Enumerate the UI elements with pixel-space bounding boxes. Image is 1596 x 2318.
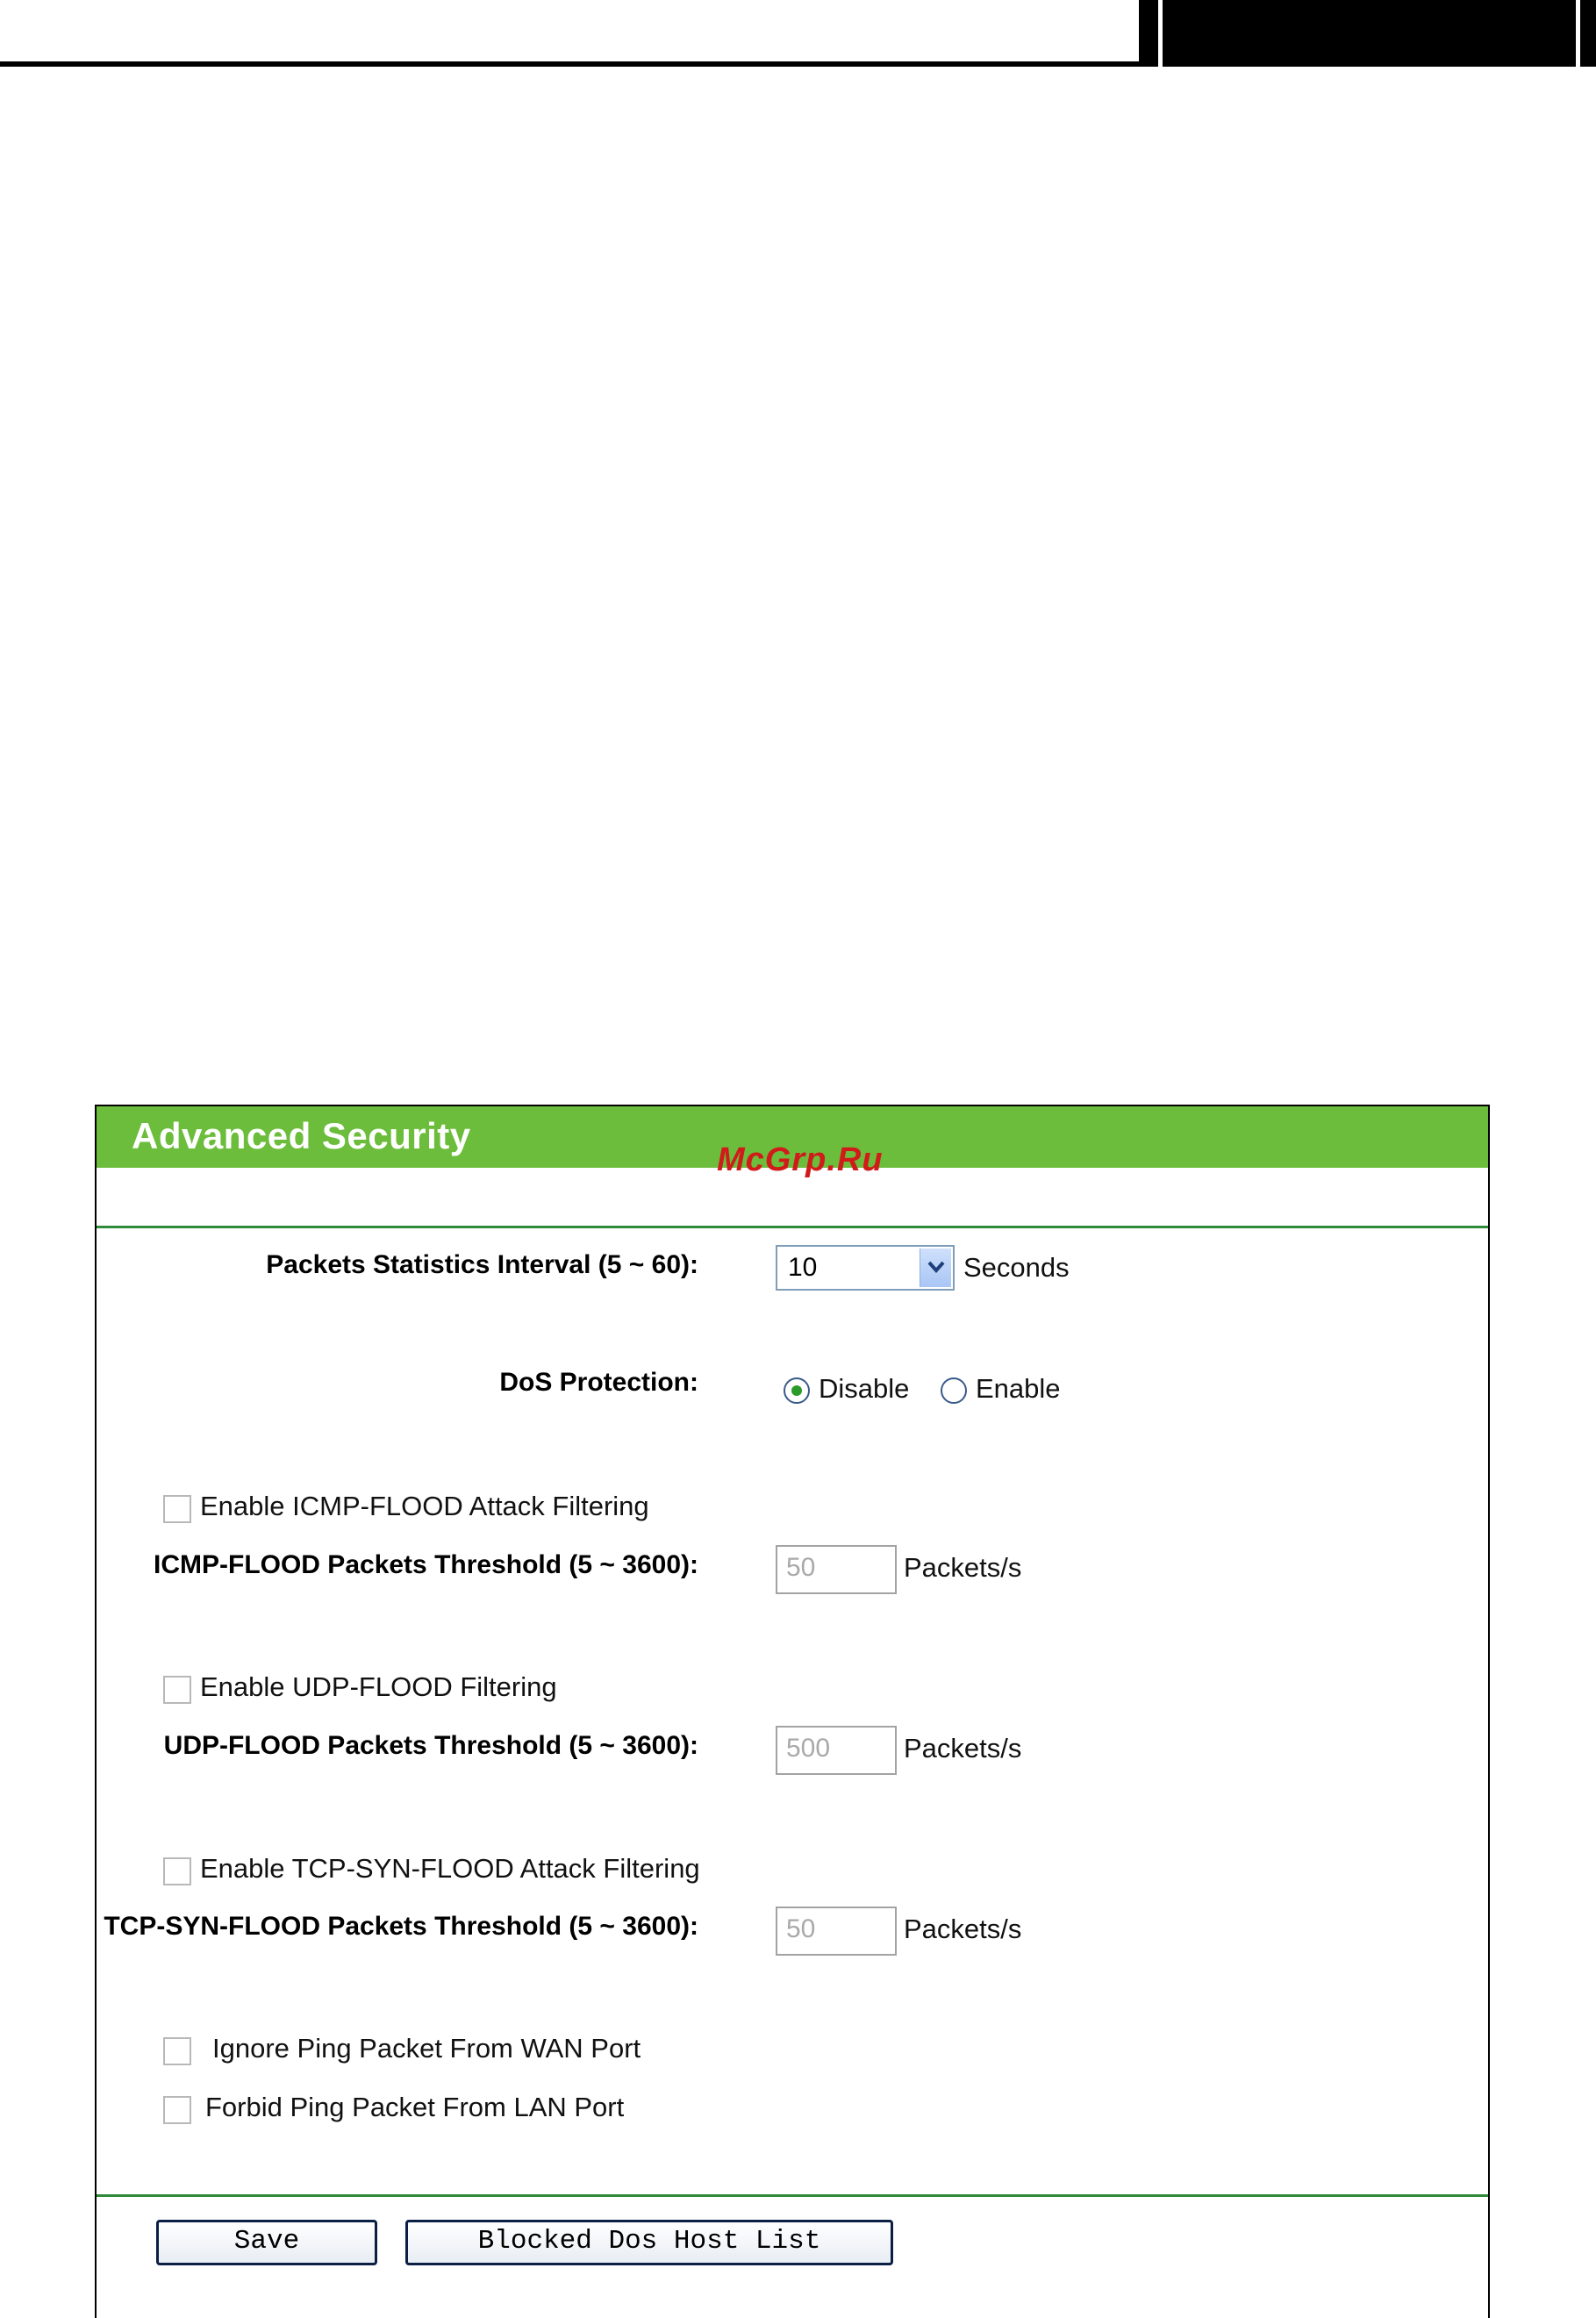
tcp-syn-filter-checkbox[interactable] [163, 1857, 191, 1885]
udp-threshold-input[interactable] [776, 1726, 897, 1775]
ignore-wan-ping-checkbox[interactable] [163, 2037, 191, 2065]
tcp-syn-threshold-unit: Packets/s [904, 1914, 1022, 1944]
icmp-threshold-input[interactable] [776, 1545, 897, 1594]
divider-bottom [97, 2194, 1488, 2197]
udp-threshold-label: UDP-FLOOD Packets Threshold (5 ~ 3600): [163, 1731, 698, 1760]
udp-threshold-value: 500 [786, 1734, 831, 1763]
dos-disable-radio[interactable] [784, 1377, 810, 1404]
tcp-syn-threshold-input[interactable] [776, 1907, 897, 1956]
stats-interval-label: Packets Statistics Interval (5 ~ 60): [266, 1250, 698, 1279]
stats-interval-value: 10 [788, 1253, 818, 1282]
icmp-threshold-value: 50 [786, 1553, 816, 1582]
icmp-filter-checkbox[interactable] [163, 1495, 191, 1523]
chevron-down-icon[interactable] [920, 1248, 951, 1287]
tcp-syn-filter-label: Enable TCP-SYN-FLOOD Attack Filtering [200, 1853, 700, 1884]
tcp-syn-threshold-label: TCP-SYN-FLOOD Packets Threshold (5 ~ 3600): [104, 1912, 698, 1941]
forbid-lan-ping-checkbox[interactable] [163, 2096, 191, 2124]
tcp-syn-threshold-value: 50 [786, 1914, 816, 1943]
stats-interval-select[interactable] [776, 1245, 955, 1291]
icmp-filter-label: Enable ICMP-FLOOD Attack Filtering [200, 1491, 649, 1521]
save-button[interactable]: Save [156, 2220, 377, 2265]
panel-title: Advanced Security [132, 1115, 471, 1156]
forbid-lan-ping-label: Forbid Ping Packet From LAN Port [205, 2092, 625, 2122]
udp-filter-label: Enable UDP-FLOOD Filtering [200, 1671, 557, 1702]
dos-enable-radio[interactable] [941, 1377, 967, 1404]
dos-protection-label: DoS Protection: [499, 1368, 698, 1397]
divider-top [97, 1226, 1488, 1228]
advanced-security-panel [95, 1105, 1490, 2318]
dos-enable-label[interactable]: Enable [976, 1373, 1061, 1404]
icmp-threshold-unit: Packets/s [904, 1552, 1022, 1583]
icmp-threshold-label: ICMP-FLOOD Packets Threshold (5 ~ 3600): [154, 1550, 698, 1579]
document-header-rule [0, 61, 1141, 67]
udp-filter-checkbox[interactable] [163, 1676, 191, 1704]
udp-threshold-unit: Packets/s [904, 1733, 1022, 1764]
ignore-wan-ping-label: Ignore Ping Packet From WAN Port [212, 2033, 641, 2064]
document-header-block [1139, 0, 1596, 67]
stats-interval-unit: Seconds [963, 1252, 1070, 1283]
watermark: McGrp.Ru [717, 1141, 884, 1178]
dos-disable-label[interactable]: Disable [819, 1373, 910, 1404]
blocked-dos-host-list-button[interactable]: Blocked Dos Host List [405, 2220, 893, 2265]
